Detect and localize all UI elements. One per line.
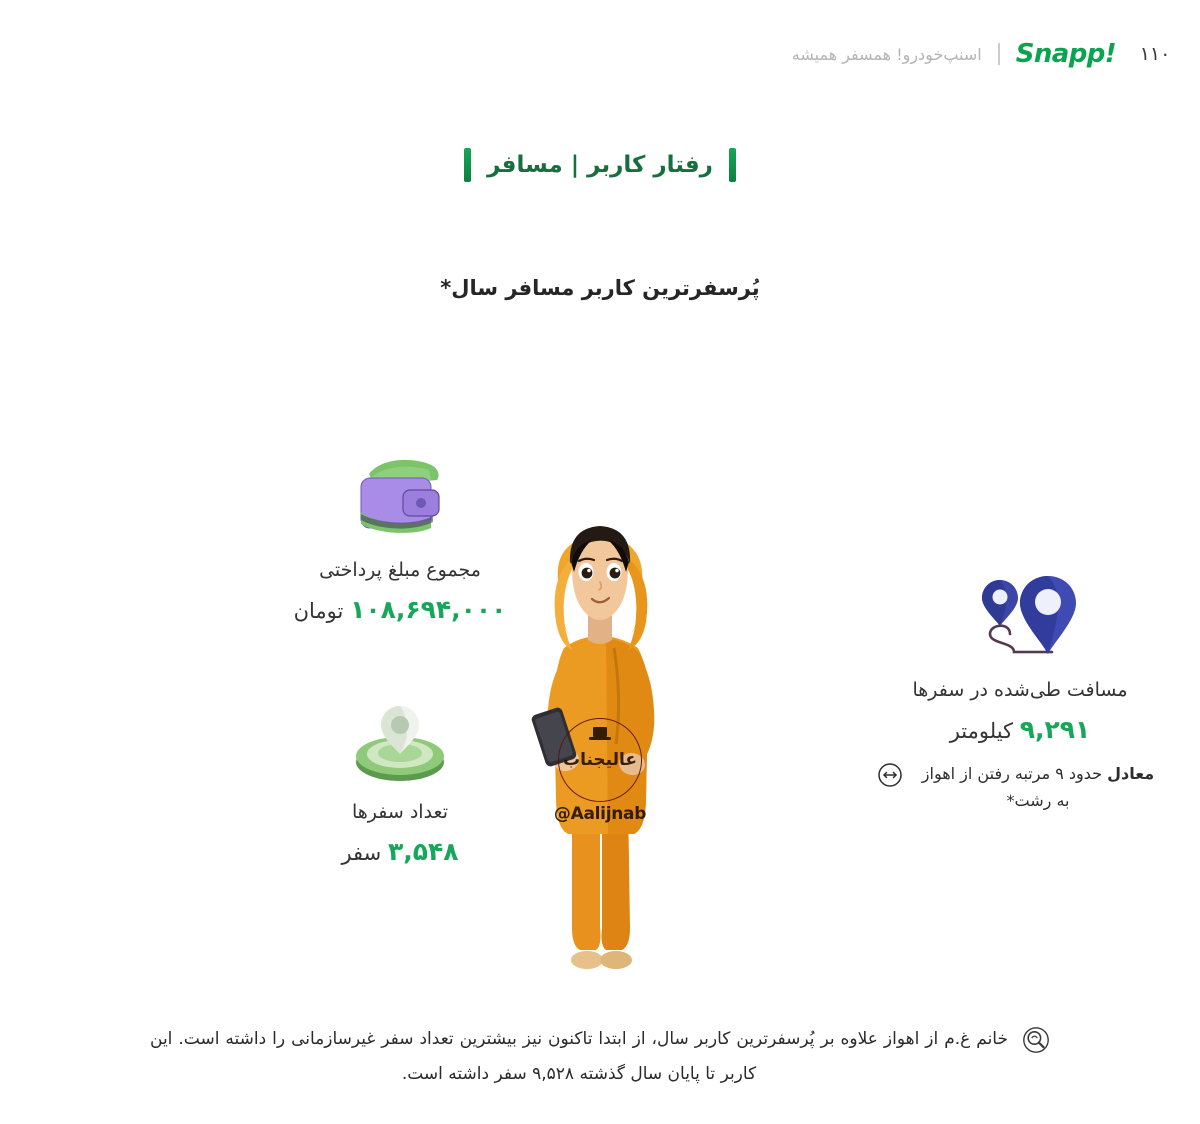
wallet-icon <box>260 448 540 544</box>
top-hat-icon <box>589 727 611 741</box>
stat-value-number: ۹,۲۹۱ <box>1019 715 1091 745</box>
equivalent-body: حدود ۹ مرتبه رفتن از اهواز به رشت* <box>921 764 1103 811</box>
double-arrow-circle-icon <box>877 762 903 792</box>
stat-label: مجموع مبلغ پرداختی <box>319 559 481 581</box>
stat-distance <box>870 568 1170 752</box>
stat-total-amount <box>260 448 540 632</box>
page-number: ۱۱۰ <box>1139 43 1171 65</box>
location-pin-plate-icon <box>260 690 540 786</box>
header-tagline: اسنپ‌خودرو! همسفر همیشه <box>791 44 982 64</box>
section-title: رفتار کاربر | مسافر <box>487 152 713 178</box>
snapp-logo: Snapp! <box>1015 39 1116 69</box>
title-bar-left <box>464 148 471 182</box>
stat-value-unit: تومان <box>293 599 344 624</box>
stat-label: مسافت طی‌شده در سفرها <box>912 679 1128 701</box>
section-title-block <box>0 148 1200 182</box>
watermark-fa-name: عالیجناب <box>563 750 637 770</box>
watermark-seal <box>558 718 642 802</box>
title-bar-right <box>729 148 736 182</box>
header-divider <box>998 43 1000 65</box>
footnote <box>150 1022 1050 1092</box>
section-subtitle: پُرسفرترین کاربر مسافر سال* <box>440 276 760 300</box>
stat-value <box>260 831 540 874</box>
stat-value <box>870 709 1170 752</box>
route-pins-icon <box>870 568 1170 664</box>
watermark <box>540 718 660 823</box>
stat-value-unit: کیلومتر <box>949 719 1014 744</box>
stat-trip-count <box>260 690 540 874</box>
stat-value-number: ۱۰۸,۶۹۴,۰۰۰ <box>350 595 507 625</box>
stat-value <box>260 589 540 632</box>
equivalent-lead: معادل <box>1107 764 1155 783</box>
footnote-text: خانم غ.م از اهواز علاوه بر پُرسفرترین کاربر سال، از ابتدا تاکنون نیز بیشترین تعداد سفر غیرسازمانی را داشته است. این کاربر تا پایان سال گذشته ۹,۵۲۸ سفر داشته است. <box>150 1029 1008 1084</box>
page-header <box>0 30 1200 78</box>
distance-equivalent-note <box>870 760 1170 814</box>
equivalent-text <box>913 760 1163 814</box>
stat-label: تعداد سفرها <box>351 801 449 823</box>
stat-value-unit: سفر <box>341 841 382 866</box>
search-magnifier-icon <box>1022 1026 1050 1058</box>
stat-value-number: ۳,۵۴۸ <box>387 837 459 867</box>
watermark-handle: @Aalijnab <box>553 804 647 824</box>
